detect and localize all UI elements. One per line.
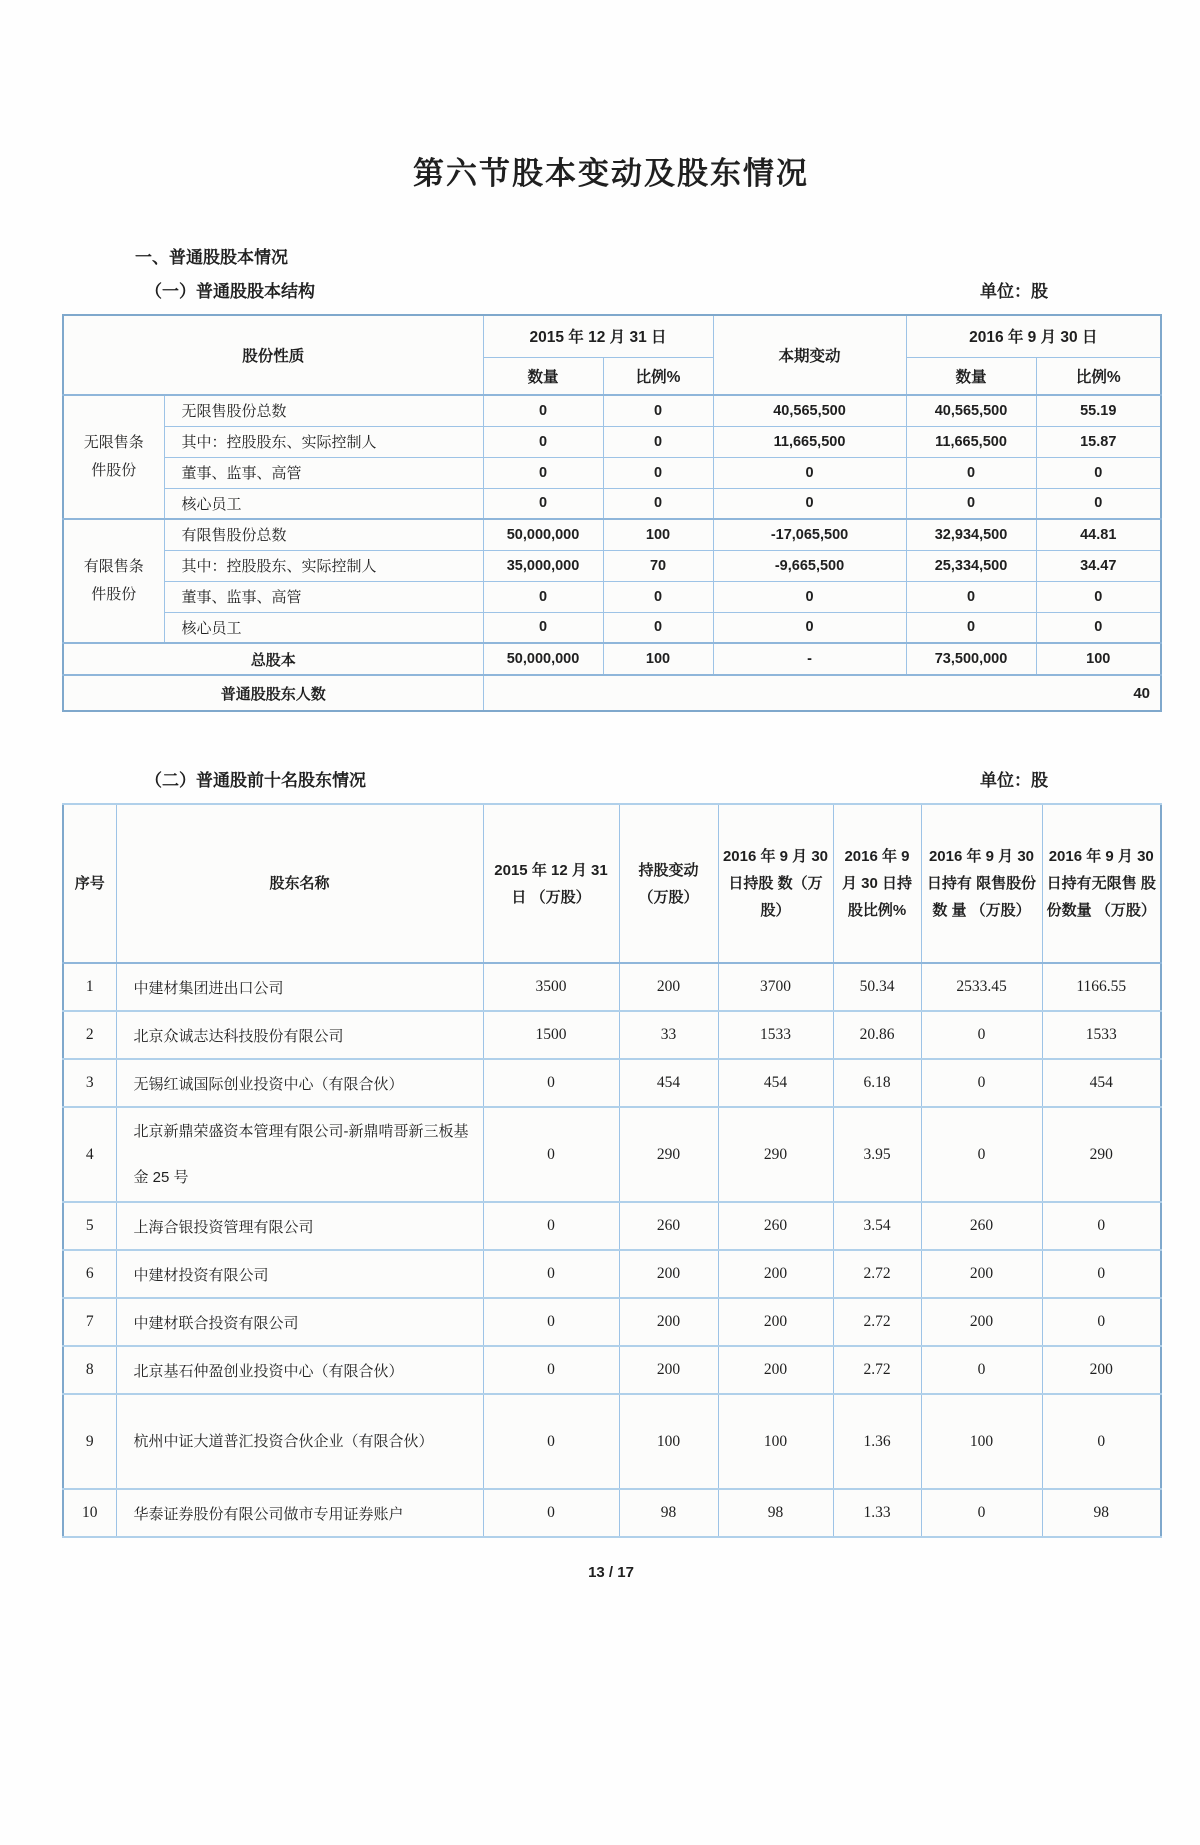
t2-shareholder-name: 无锡红诚国际创业投资中心（有限合伙） [116, 1059, 483, 1107]
t2-shareholder-name: 北京基石仲盈创业投资中心（有限合伙） [116, 1346, 483, 1394]
top-shareholders-table [62, 803, 1162, 1538]
t2-value-cell: 200 [619, 1346, 718, 1394]
t2-serial-cell: 2 [63, 1011, 116, 1059]
t1-value-cell: 0 [603, 457, 713, 488]
table-row [63, 581, 1161, 612]
t1-value-cell: 0 [1036, 612, 1161, 643]
t2-value-cell: 200 [718, 1298, 833, 1346]
t2-shareholder-name: 北京众诚志达科技股份有限公司 [116, 1011, 483, 1059]
t2-value-cell: 1.33 [833, 1489, 921, 1537]
t2-serial-cell: 10 [63, 1489, 116, 1537]
t2-value-cell: 0 [1042, 1202, 1161, 1250]
t2-value-cell: 290 [1042, 1107, 1161, 1202]
t1-value-cell: 0 [603, 581, 713, 612]
t2-value-cell: 0 [1042, 1250, 1161, 1298]
t2-value-cell: 50.34 [833, 963, 921, 1011]
t2-value-cell: 200 [921, 1298, 1042, 1346]
t2-value-cell: 98 [619, 1489, 718, 1537]
page-number: 13 / 17 [588, 1564, 634, 1581]
unit-label-2: 单位：股 [980, 771, 1048, 790]
shareholder-row [63, 1298, 1161, 1346]
t2-value-cell: 0 [483, 1489, 619, 1537]
t2-serial-cell: 8 [63, 1346, 116, 1394]
t2-value-cell: 200 [1042, 1346, 1161, 1394]
t1-group-restricted: 有限售条件股份 [63, 519, 164, 643]
t2-value-cell: 98 [1042, 1489, 1161, 1537]
t2-value-cell: 0 [483, 1059, 619, 1107]
header-date-2015: 2015 年 12 月 31 日 [483, 315, 713, 357]
t2-value-cell: 200 [718, 1250, 833, 1298]
shareholder-count-row [63, 675, 1161, 711]
total-share-capital-row [63, 643, 1161, 675]
page-title: 第六节股本变动及股东情况 [413, 156, 809, 191]
t1-value-cell: 0 [483, 612, 603, 643]
header-2016-unrestricted: 2016 年 9 月 30 日持有无限售 股份数量 （万股） [1042, 804, 1161, 963]
t2-value-cell: 0 [921, 1011, 1042, 1059]
subheading-row-1 [62, 277, 1160, 302]
t1-row-label: 其中：控股股东、实际控制人 [164, 426, 483, 457]
t1-value-cell: 0 [1036, 581, 1161, 612]
t2-value-cell: 6.18 [833, 1059, 921, 1107]
t2-value-cell: 454 [1042, 1059, 1161, 1107]
subsection-heading-top-shareholders: （二）普通股前十名股东情况 [145, 771, 366, 790]
shareholder-row [63, 1011, 1161, 1059]
t2-value-cell: 20.86 [833, 1011, 921, 1059]
header-date-2016: 2016 年 9 月 30 日 [906, 315, 1161, 357]
header-period-change: 本期变动 [713, 315, 906, 395]
t2-serial-cell: 1 [63, 963, 116, 1011]
document-page [62, 148, 1160, 1581]
table-row [63, 457, 1161, 488]
t1-total-value: 100 [1036, 643, 1161, 675]
t1-value-cell: 0 [1036, 488, 1161, 519]
header-quantity-2016: 数量 [906, 357, 1036, 395]
table-row [63, 488, 1161, 519]
t1-value-cell: 11,665,500 [713, 426, 906, 457]
t1-value-cell: 0 [713, 457, 906, 488]
t1-value-cell: 100 [603, 519, 713, 550]
t1-value-cell: 55.19 [1036, 395, 1161, 426]
table-row [63, 395, 1161, 426]
t1-row-label: 核心员工 [164, 488, 483, 519]
header-2016-restricted: 2016 年 9 月 30 日持有 限售股份数 量 （万股） [921, 804, 1042, 963]
t2-value-cell: 0 [1042, 1394, 1161, 1489]
t2-value-cell: 0 [921, 1107, 1042, 1202]
t1-value-cell: 34.47 [1036, 550, 1161, 581]
t1-value-cell: 0 [603, 426, 713, 457]
t2-value-cell: 0 [483, 1107, 619, 1202]
t2-value-cell: 260 [718, 1202, 833, 1250]
t1-value-cell: 70 [603, 550, 713, 581]
t1-value-cell: 0 [713, 581, 906, 612]
t2-value-cell: 0 [483, 1298, 619, 1346]
t2-value-cell: 0 [921, 1489, 1042, 1537]
t2-value-cell: 33 [619, 1011, 718, 1059]
t1-value-cell: 32,934,500 [906, 519, 1036, 550]
t1-value-cell: 40,565,500 [906, 395, 1036, 426]
t1-value-cell: 0 [1036, 457, 1161, 488]
table-row [63, 612, 1161, 643]
t2-value-cell: 260 [921, 1202, 1042, 1250]
t1-value-cell: 0 [713, 612, 906, 643]
t1-value-cell: 50,000,000 [483, 519, 603, 550]
t1-total-value: - [713, 643, 906, 675]
table-header-row [63, 315, 1161, 357]
t2-value-cell: 1533 [1042, 1011, 1161, 1059]
t1-value-cell: 0 [603, 488, 713, 519]
t1-total-label: 总股本 [63, 643, 483, 675]
header-2015-holding: 2015 年 12 月 31 日 （万股） [483, 804, 619, 963]
t2-value-cell: 0 [921, 1059, 1042, 1107]
t1-value-cell: 0 [483, 426, 603, 457]
t2-serial-cell: 3 [63, 1059, 116, 1107]
shareholder-row [63, 1202, 1161, 1250]
t1-group-unrestricted: 无限售条件股份 [63, 395, 164, 519]
t2-value-cell: 290 [718, 1107, 833, 1202]
t1-value-cell: 0 [906, 612, 1036, 643]
t1-value-cell: 35,000,000 [483, 550, 603, 581]
t2-value-cell: 290 [619, 1107, 718, 1202]
header-holding-change: 持股变动 （万股） [619, 804, 718, 963]
t2-value-cell: 200 [619, 1298, 718, 1346]
t1-value-cell: 0 [906, 488, 1036, 519]
shareholder-row [63, 1250, 1161, 1298]
t1-row-label: 有限售股份总数 [164, 519, 483, 550]
t2-value-cell: 100 [619, 1394, 718, 1489]
t2-value-cell: 1533 [718, 1011, 833, 1059]
t2-value-cell: 3.54 [833, 1202, 921, 1250]
t2-value-cell: 1500 [483, 1011, 619, 1059]
t1-value-cell: 25,334,500 [906, 550, 1036, 581]
shareholder-row [63, 1059, 1161, 1107]
t1-row-label: 董事、监事、高管 [164, 581, 483, 612]
t2-value-cell: 0 [483, 1346, 619, 1394]
shareholder-row [63, 1394, 1161, 1489]
shareholder-row [63, 1346, 1161, 1394]
header-quantity-2015: 数量 [483, 357, 603, 395]
t2-value-cell: 0 [921, 1346, 1042, 1394]
unit-label-1: 单位：股 [980, 282, 1048, 301]
t2-value-cell: 2.72 [833, 1250, 921, 1298]
t2-value-cell: 200 [718, 1346, 833, 1394]
t2-shareholder-name: 华泰证券股份有限公司做市专用证券账户 [116, 1489, 483, 1537]
shareholder-row [63, 963, 1161, 1011]
t2-shareholder-name: 中建材集团进出口公司 [116, 963, 483, 1011]
t1-value-cell: 0 [713, 488, 906, 519]
t2-value-cell: 2533.45 [921, 963, 1042, 1011]
t1-holders-count: 40 [483, 675, 1161, 711]
t2-value-cell: 0 [483, 1202, 619, 1250]
t2-value-cell: 260 [619, 1202, 718, 1250]
t2-serial-cell: 6 [63, 1250, 116, 1298]
t2-serial-cell: 9 [63, 1394, 116, 1489]
header-serial-no: 序号 [63, 804, 116, 963]
t2-value-cell: 3500 [483, 963, 619, 1011]
t2-value-cell: 2.72 [833, 1298, 921, 1346]
share-structure-table [62, 314, 1162, 712]
t2-value-cell: 1166.55 [1042, 963, 1161, 1011]
t2-value-cell: 200 [619, 963, 718, 1011]
t1-value-cell: -9,665,500 [713, 550, 906, 581]
subsection-heading-structure: （一）普通股股本结构 [145, 282, 315, 301]
table-row [63, 519, 1161, 550]
t2-serial-cell: 4 [63, 1107, 116, 1202]
table-header-row [63, 804, 1161, 963]
t2-value-cell: 3700 [718, 963, 833, 1011]
t1-value-cell: 0 [483, 395, 603, 426]
t2-value-cell: 0 [483, 1394, 619, 1489]
table-row [63, 426, 1161, 457]
t2-value-cell: 454 [718, 1059, 833, 1107]
t1-value-cell: 0 [483, 581, 603, 612]
header-share-nature: 股份性质 [63, 315, 483, 395]
t2-value-cell: 3.95 [833, 1107, 921, 1202]
t1-total-value: 73,500,000 [906, 643, 1036, 675]
t1-value-cell: -17,065,500 [713, 519, 906, 550]
t2-shareholder-name: 杭州中证大道普汇投资合伙企业（有限合伙） [116, 1394, 483, 1489]
table-row [63, 550, 1161, 581]
t1-holders-label: 普通股股东人数 [63, 675, 483, 711]
t1-value-cell: 0 [603, 395, 713, 426]
t2-value-cell: 0 [483, 1250, 619, 1298]
t1-row-label: 无限售股份总数 [164, 395, 483, 426]
t2-value-cell: 98 [718, 1489, 833, 1537]
header-ratio-2016: 比例% [1036, 357, 1161, 395]
t1-value-cell: 0 [906, 581, 1036, 612]
t1-row-label: 核心员工 [164, 612, 483, 643]
t1-total-value: 50,000,000 [483, 643, 603, 675]
t2-shareholder-name: 上海合银投资管理有限公司 [116, 1202, 483, 1250]
t1-value-cell: 0 [483, 488, 603, 519]
t2-value-cell: 1.36 [833, 1394, 921, 1489]
t2-value-cell: 100 [718, 1394, 833, 1489]
t1-row-label: 董事、监事、高管 [164, 457, 483, 488]
header-2016-holding: 2016 年 9 月 30 日持股 数（万股） [718, 804, 833, 963]
shareholder-row [63, 1489, 1161, 1537]
t2-value-cell: 2.72 [833, 1346, 921, 1394]
t2-shareholder-name: 中建材联合投资有限公司 [116, 1298, 483, 1346]
t2-shareholder-name: 北京新鼎荣盛资本管理有限公司-新鼎啃哥新三板基金 25 号 [116, 1107, 483, 1202]
t1-value-cell: 44.81 [1036, 519, 1161, 550]
t2-value-cell: 200 [619, 1250, 718, 1298]
header-shareholder-name: 股东名称 [116, 804, 483, 963]
t2-value-cell: 454 [619, 1059, 718, 1107]
t2-value-cell: 0 [1042, 1298, 1161, 1346]
t1-value-cell: 40,565,500 [713, 395, 906, 426]
t1-value-cell: 11,665,500 [906, 426, 1036, 457]
t1-value-cell: 15.87 [1036, 426, 1161, 457]
t2-value-cell: 100 [921, 1394, 1042, 1489]
section-heading-common-shares: 一、普通股股本情况 [135, 248, 288, 267]
header-2016-ratio: 2016 年 9 月 30 日持 股比例% [833, 804, 921, 963]
shareholder-row [63, 1107, 1161, 1202]
t2-serial-cell: 7 [63, 1298, 116, 1346]
t1-value-cell: 0 [483, 457, 603, 488]
t2-value-cell: 200 [921, 1250, 1042, 1298]
t1-value-cell: 0 [603, 612, 713, 643]
t1-row-label: 其中：控股股东、实际控制人 [164, 550, 483, 581]
t1-value-cell: 0 [906, 457, 1036, 488]
header-ratio-2015: 比例% [603, 357, 713, 395]
subheading-row-2 [62, 766, 1160, 791]
t2-serial-cell: 5 [63, 1202, 116, 1250]
t2-shareholder-name: 中建材投资有限公司 [116, 1250, 483, 1298]
t1-total-value: 100 [603, 643, 713, 675]
